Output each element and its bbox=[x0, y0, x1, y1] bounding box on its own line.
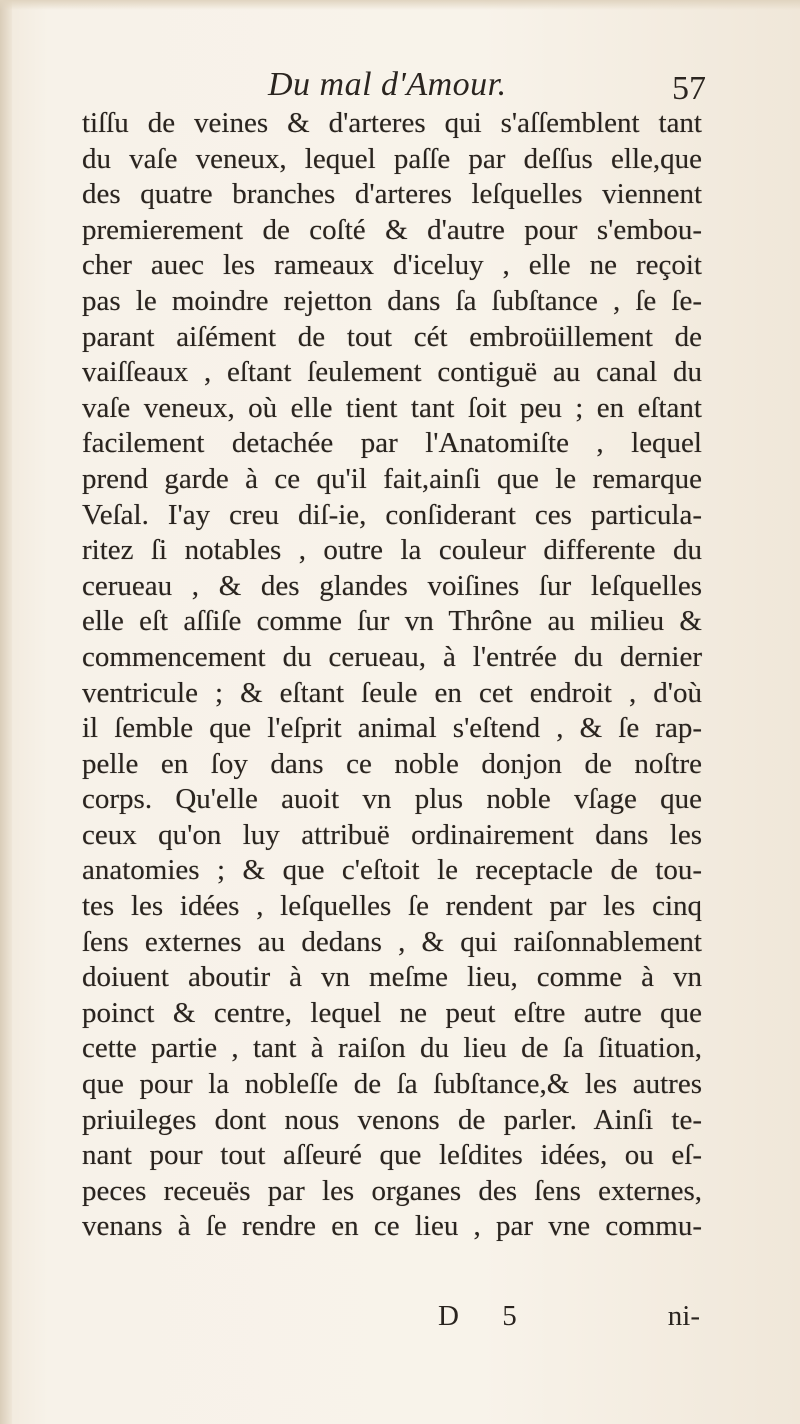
text-line: premierement de coſté & d'autre pour s'embou- bbox=[82, 213, 702, 246]
text-line: venans à ſe rendre en ce lieu , par vne commu- bbox=[82, 1210, 702, 1243]
text-line: des quatre branches d'arteres leſquelles viennent bbox=[82, 178, 702, 211]
body-text bbox=[82, 106, 702, 1245]
text-line: que pour la nobleſſe de ſa ſubſtance,& les autres bbox=[82, 1068, 702, 1101]
running-head: Du mal d'Amour. bbox=[268, 66, 507, 103]
text-line: corps. Qu'elle auoit vn plus noble vſage que bbox=[82, 783, 702, 816]
text-line: facilement detachée par l'Anatomiſte , lequel bbox=[82, 427, 702, 460]
text-line: commencement du cerueau, à l'entrée du dernier bbox=[82, 640, 702, 673]
text-line: priuileges dont nous venons de parler. Ainſi te- bbox=[82, 1103, 702, 1136]
text-line: tiſſu de veines & d'arteres qui s'aſſemblent tant bbox=[82, 107, 702, 139]
page-header bbox=[60, 58, 720, 110]
text-line: nant pour tout aſſeuré que leſdites idées, ou eſ- bbox=[82, 1139, 702, 1172]
page-top-edge bbox=[0, 0, 800, 10]
text-line: peces receuës par les organes des ſens externes, bbox=[82, 1174, 702, 1207]
text-line: ventricule ; & eſtant ſeule en cet endroit , d'où bbox=[82, 676, 702, 709]
signature-mark: D 5 bbox=[438, 1300, 535, 1332]
text-line: du vaſe veneux, lequel paſſe par deſſus elle,que bbox=[82, 142, 702, 175]
catchword: ni- bbox=[667, 1300, 700, 1332]
text-line: parant aiſément de tout cét embroüillement de bbox=[82, 320, 702, 353]
text-line: doiuent aboutir à vn meſme lieu, comme à vn bbox=[82, 961, 702, 994]
text-line: ritez ſi notables , outre la couleur differente du bbox=[82, 534, 702, 567]
page-number: 57 bbox=[672, 70, 706, 107]
text-line: prend garde à ce qu'il fait,ainſi que le remarque bbox=[82, 462, 702, 495]
text-line: vaiſſeaux , eſtant ſeulement contiguë au canal du bbox=[82, 356, 702, 389]
text-line: anatomies ; & que c'eſtoit le receptacle de tou- bbox=[82, 854, 702, 887]
text-line: vaſe veneux, où elle tient tant ſoit peu ; en eſtant bbox=[82, 391, 702, 424]
text-line: poinct & centre, lequel ne peut eſtre autre que bbox=[82, 996, 702, 1029]
text-line: Veſal. I'ay creu diſ-ie, conſiderant ces particula- bbox=[82, 498, 702, 531]
text-line: ſens externes au dedans , & qui raiſonnablement bbox=[82, 925, 702, 958]
text-line: cerueau , & des glandes voiſines ſur leſquelles bbox=[82, 569, 702, 602]
text-line: ceux qu'on luy attribuë ordinairement dans les bbox=[82, 818, 702, 851]
text-line: elle eſt aſſiſe comme ſur vn Thrône au milieu & bbox=[82, 605, 702, 638]
text-line: pas le moindre rejetton dans ſa ſubſtance , ſe ſe- bbox=[82, 284, 702, 317]
text-line: tes les idées , leſquelles ſe rendent par les cinq bbox=[82, 890, 702, 923]
text-line: pelle en ſoy dans ce noble donjon de noſtre bbox=[82, 747, 702, 780]
text-line: il ſemble que l'eſprit animal s'eſtend , & ſe rap- bbox=[82, 712, 702, 745]
text-line: cher auec les rameaux d'iceluy , elle ne reçoit bbox=[82, 249, 702, 282]
page-gutter-edge bbox=[0, 0, 12, 1424]
page-footer bbox=[82, 1300, 702, 1340]
text-line: cette partie , tant à raiſon du lieu de ſa ſituation, bbox=[82, 1032, 702, 1065]
